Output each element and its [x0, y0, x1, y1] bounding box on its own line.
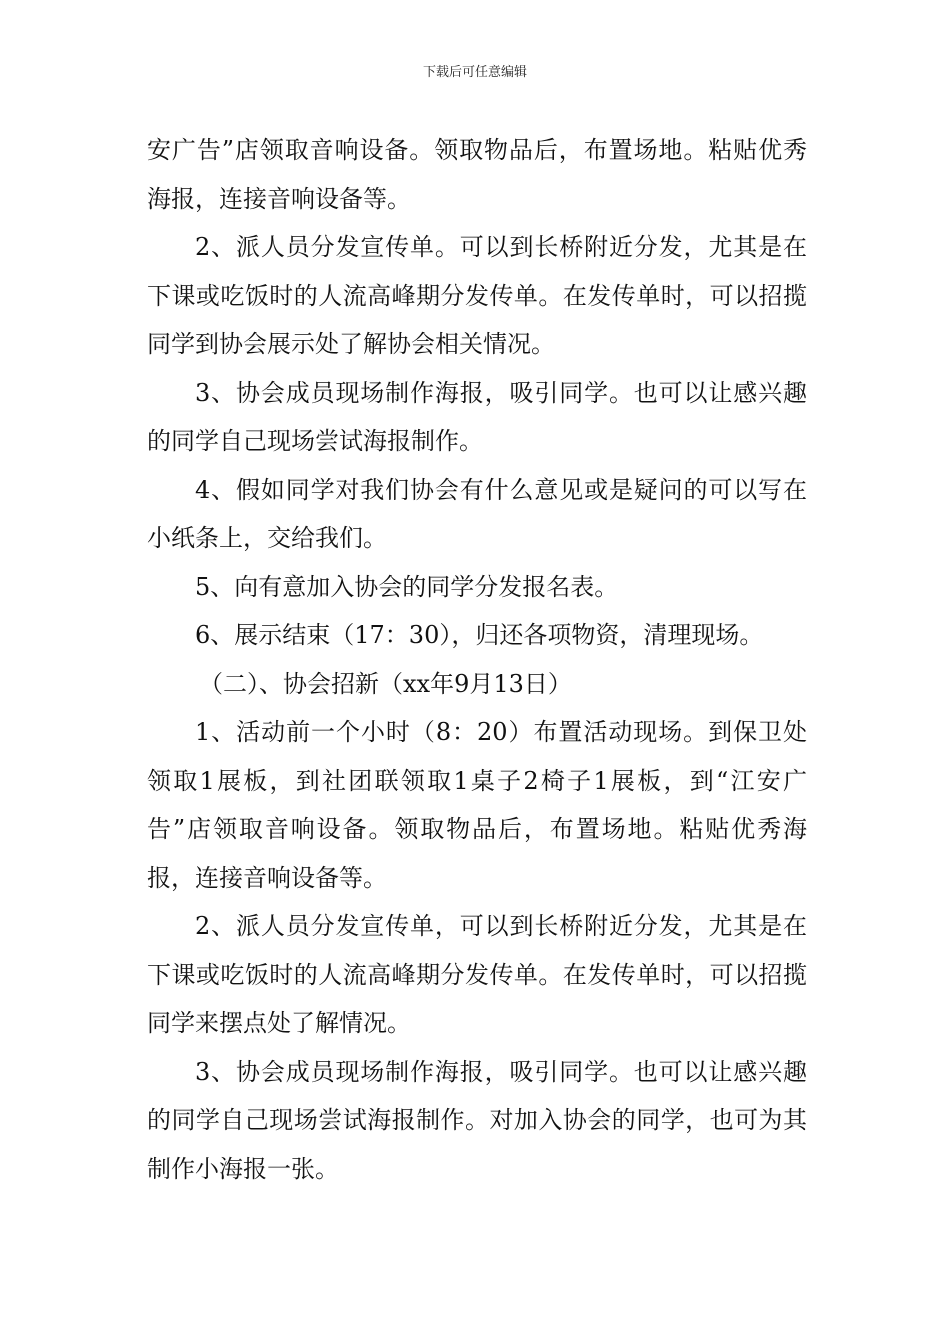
paragraph: 安广告”店领取音响设备。领取物品后，布置场地。粘贴优秀海报，连接音响设备等。: [147, 136, 807, 213]
paragraph: 1、活动前一个小时（8：20）布置活动现场。到保卫处领取1展板，到社团联领取1桌子2椅子1展板，到“江安广告”店领取音响设备。领取物品后，布置场地。粘贴优秀海报，连接音响设备等。: [147, 718, 807, 892]
paragraph: 3、协会成员现场制作海报，吸引同学。也可以让感兴趣的同学自己现场尝试海报制作。对加入协会的同学，也可为其制作小海报一张。: [147, 1057, 807, 1183]
paragraph: 2、派人员分发宣传单，可以到长桥附近分发，尤其是在下课或吃饭时的人流高峰期分发传单。在发传单时，可以招揽同学来摆点处了解情况。: [147, 912, 807, 1037]
page-header: 下载后可任意编辑: [422, 65, 527, 80]
paragraph: 6、展示结束（17：30），归还各项物资，清理现场。: [195, 621, 764, 649]
paragraph: 2、派人员分发宣传单。可以到长桥附近分发，尤其是在下课或吃饭时的人流高峰期分发传单。在发传单时，可以招揽同学到协会展示处了解协会相关情况。: [147, 233, 807, 358]
section-heading: （二）、协会招新（xx年9月13日）: [199, 669, 572, 698]
paragraph: 4、假如同学对我们协会有什么意见或是疑问的可以写在小纸条上，交给我们。: [147, 475, 807, 552]
paragraph: 5、向有意加入协会的同学分发报名表。: [195, 572, 619, 601]
document-body: [147, 126, 807, 1193]
paragraph: 3、协会成员现场制作海报，吸引同学。也可以让感兴趣的同学自己现场尝试海报制作。: [147, 378, 807, 455]
